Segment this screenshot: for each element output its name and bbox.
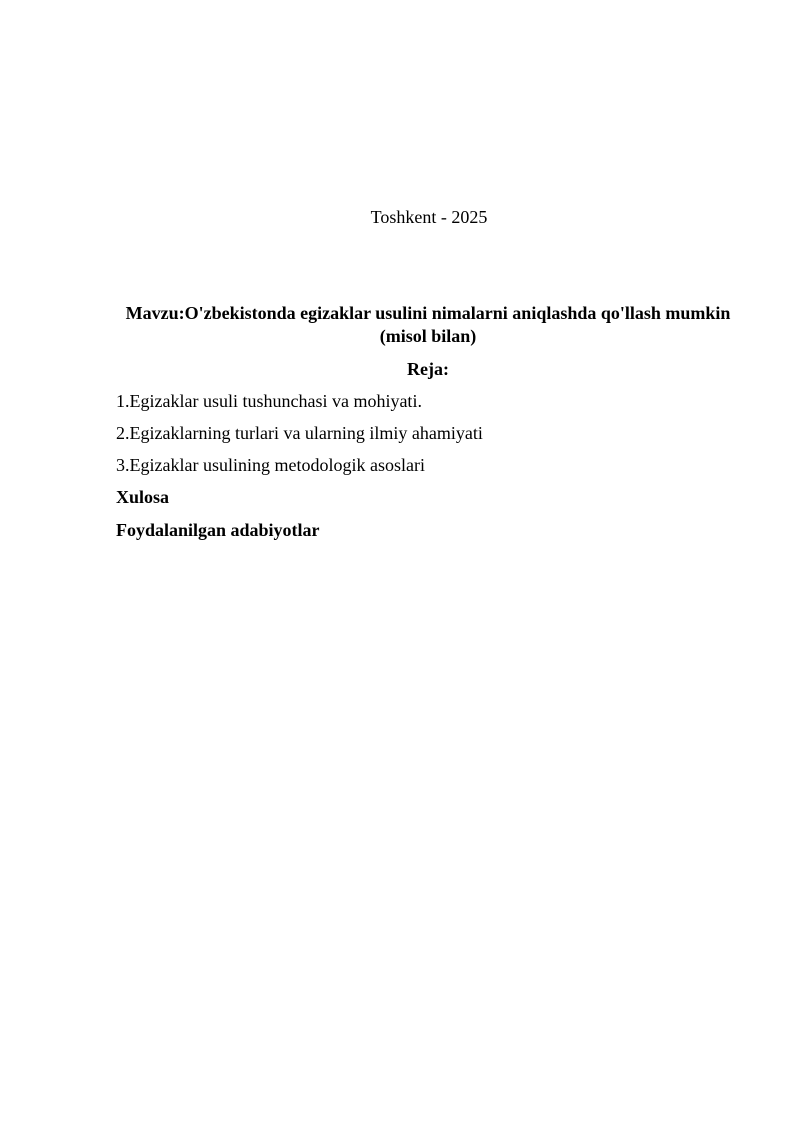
- city-year-line: Toshkent - 2025: [370, 207, 488, 227]
- references-heading: Foydalanilgan adabiyotlar: [116, 520, 320, 540]
- topic-heading: Mavzu:O'zbekistonda egizaklar usulini nimalarni aniqlashda qo'llash mumkin (misol bilan): [125, 303, 731, 346]
- plan-item: 3.Egizaklar usulining metodologik asoslari: [116, 455, 425, 475]
- conclusion-heading: Xulosa: [116, 487, 170, 507]
- plan-heading: Reja:: [407, 359, 449, 379]
- plan-item: 1.Egizaklar usuli tushunchasi va mohiyati.: [116, 391, 422, 411]
- plan-item: 2.Egizaklarning turlari va ularning ilmiy ahamiyati: [116, 423, 483, 443]
